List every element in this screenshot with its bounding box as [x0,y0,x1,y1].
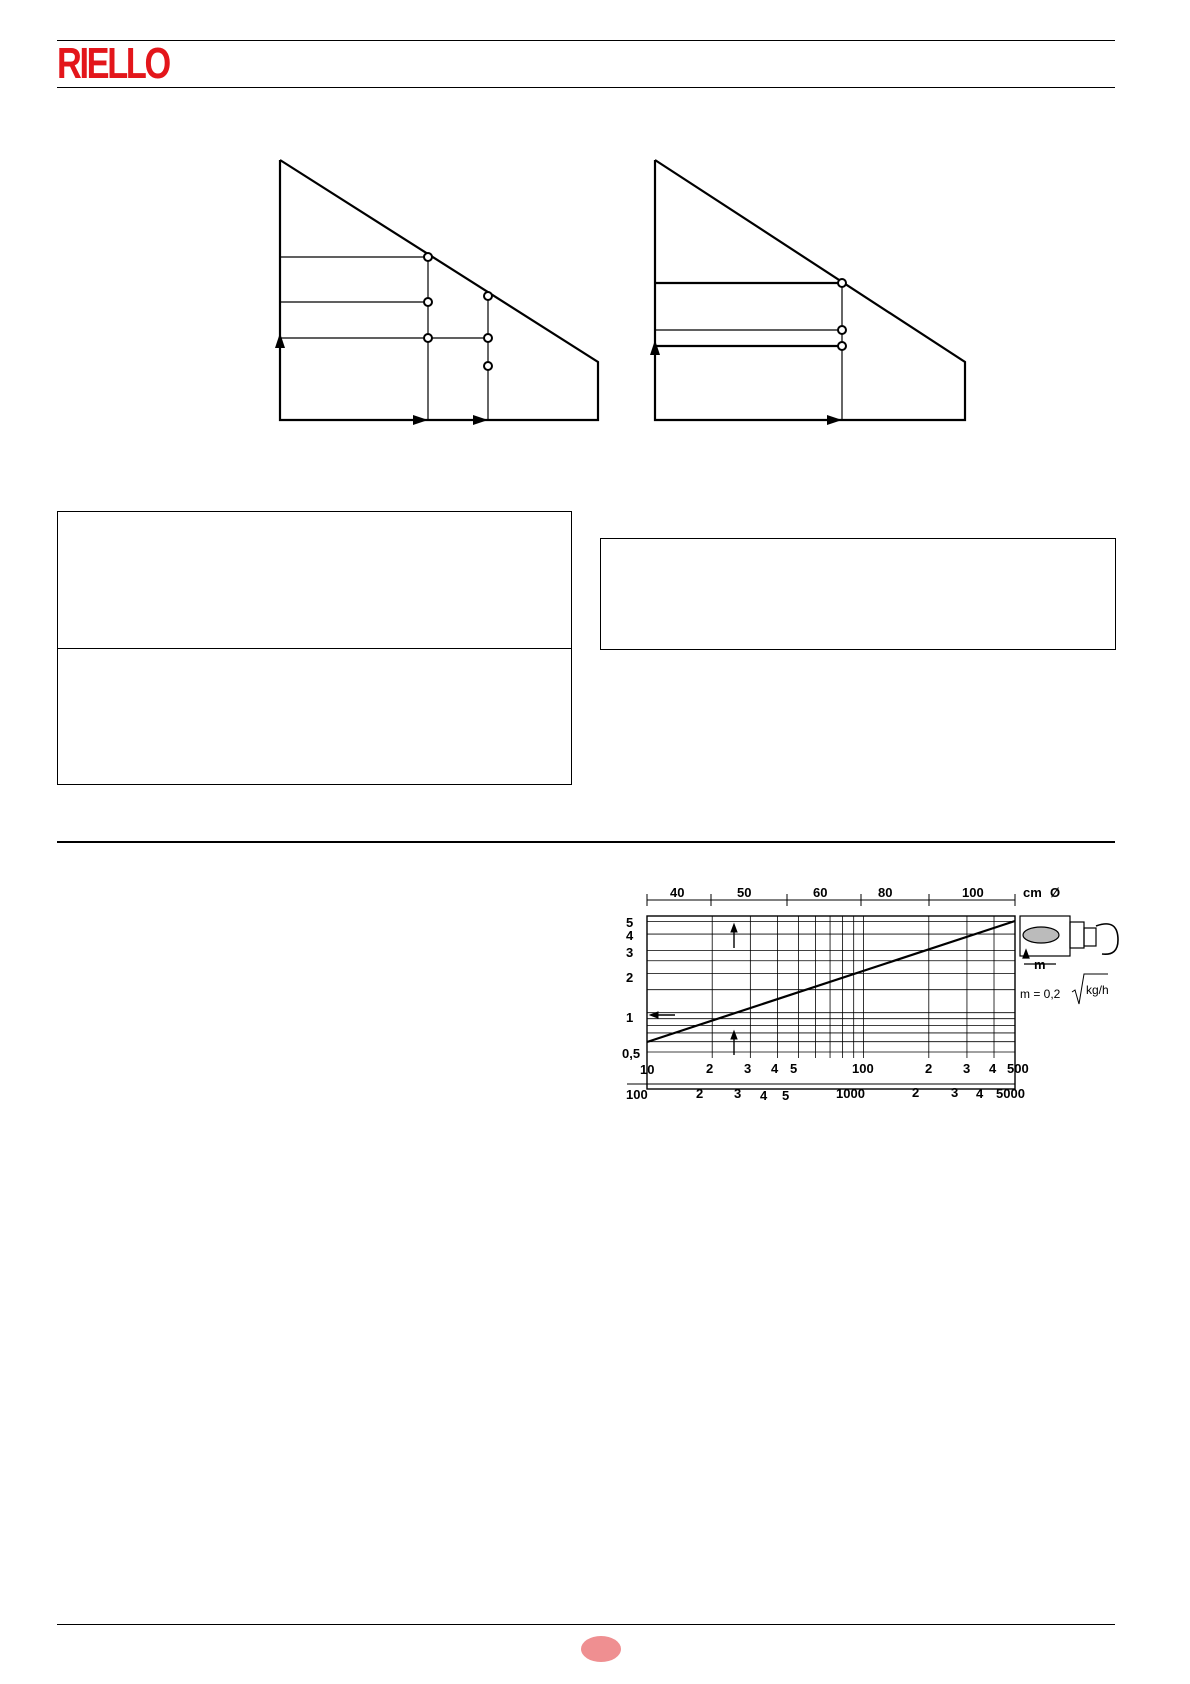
top-scale-unit: cm [1023,885,1042,900]
x1-tick-label: 3 [744,1061,752,1076]
left-point-marker [484,362,492,370]
left-x-arrow-1-icon [413,415,428,425]
inset-distance-label: m [1034,957,1046,972]
x2-tick-label: 2 [912,1085,920,1100]
top-scale-label: 80 [878,885,893,900]
header-bottom-rule [57,87,1115,88]
right-x-arrow-icon [827,415,842,425]
left-info-box [57,511,572,785]
right-point-marker [838,279,846,287]
left-info-box-divider [58,648,571,649]
left-point-marker [424,253,432,261]
x2-tick-label: 3 [951,1085,959,1100]
flame-length-nomogram [620,880,1109,1103]
left-point-marker [484,292,492,300]
y-tick-label: 4 [626,928,634,943]
top-scale-label: 40 [670,885,685,900]
x2-tick-label: 2 [696,1086,704,1101]
left-y-arrow-icon [275,333,285,348]
riello-logo: RIELLO [57,39,169,88]
x2-tick-label: 1000 [836,1086,865,1101]
formula-text: m = 0,2 [1020,987,1061,1001]
left-x-arrow-2-icon [473,415,488,425]
left-point-marker [424,334,432,342]
x2-tick-label: 100 [626,1087,648,1102]
nomogram-frame [647,916,1015,1089]
header-top-rule [57,40,1115,41]
x1-tick-label: 4 [989,1061,997,1076]
left-point-marker [424,298,432,306]
x2-tick-label: 4 [760,1088,768,1103]
left-working-diagram [270,150,630,440]
x1-tick-label: 3 [963,1061,971,1076]
right-info-box [600,538,1116,650]
left-point-marker [484,334,492,342]
arrow-up-icon [731,1031,737,1039]
footer-rule [57,1624,1115,1625]
flame-icon [1023,927,1059,943]
arrow-up-icon [1023,950,1029,958]
x2-tick-label: 5 [782,1088,790,1103]
top-scale-label: 100 [962,885,984,900]
x1-tick-label: 2 [706,1061,714,1076]
x2-tick-label: 3 [734,1086,742,1101]
y-tick-label: 0,5 [622,1046,641,1061]
right-point-marker [838,342,846,350]
arrow-up-icon [731,924,737,932]
right-working-diagram [645,150,1005,440]
right-point-marker [838,326,846,334]
y-tick-label: 2 [626,970,634,985]
top-scale-label: 50 [737,885,752,900]
y-tick-label: 3 [626,945,634,960]
x1-tick-label: 10 [640,1062,655,1077]
formula-unit: kg/h [1086,983,1109,997]
x2-tick-label: 4 [976,1086,984,1101]
left-diagram-outline [280,160,598,420]
nomogram-curve [647,921,1015,1042]
x1-tick-label: 100 [852,1061,874,1076]
x1-tick-label: 2 [925,1061,933,1076]
x2-tick-label: 5000 [996,1086,1025,1101]
right-diagram-outline [655,160,965,420]
page-number-badge [581,1636,621,1662]
top-scale-symbol: Ø [1050,885,1061,900]
right-y-arrow-icon [650,340,660,355]
top-scale-label: 60 [813,885,828,900]
section-divider [57,841,1115,843]
x1-tick-label: 500 [1007,1061,1029,1076]
y-tick-label: 5 [626,915,634,930]
x1-tick-label: 5 [790,1061,798,1076]
x1-tick-label: 4 [771,1061,779,1076]
y-tick-label: 1 [626,1010,634,1025]
